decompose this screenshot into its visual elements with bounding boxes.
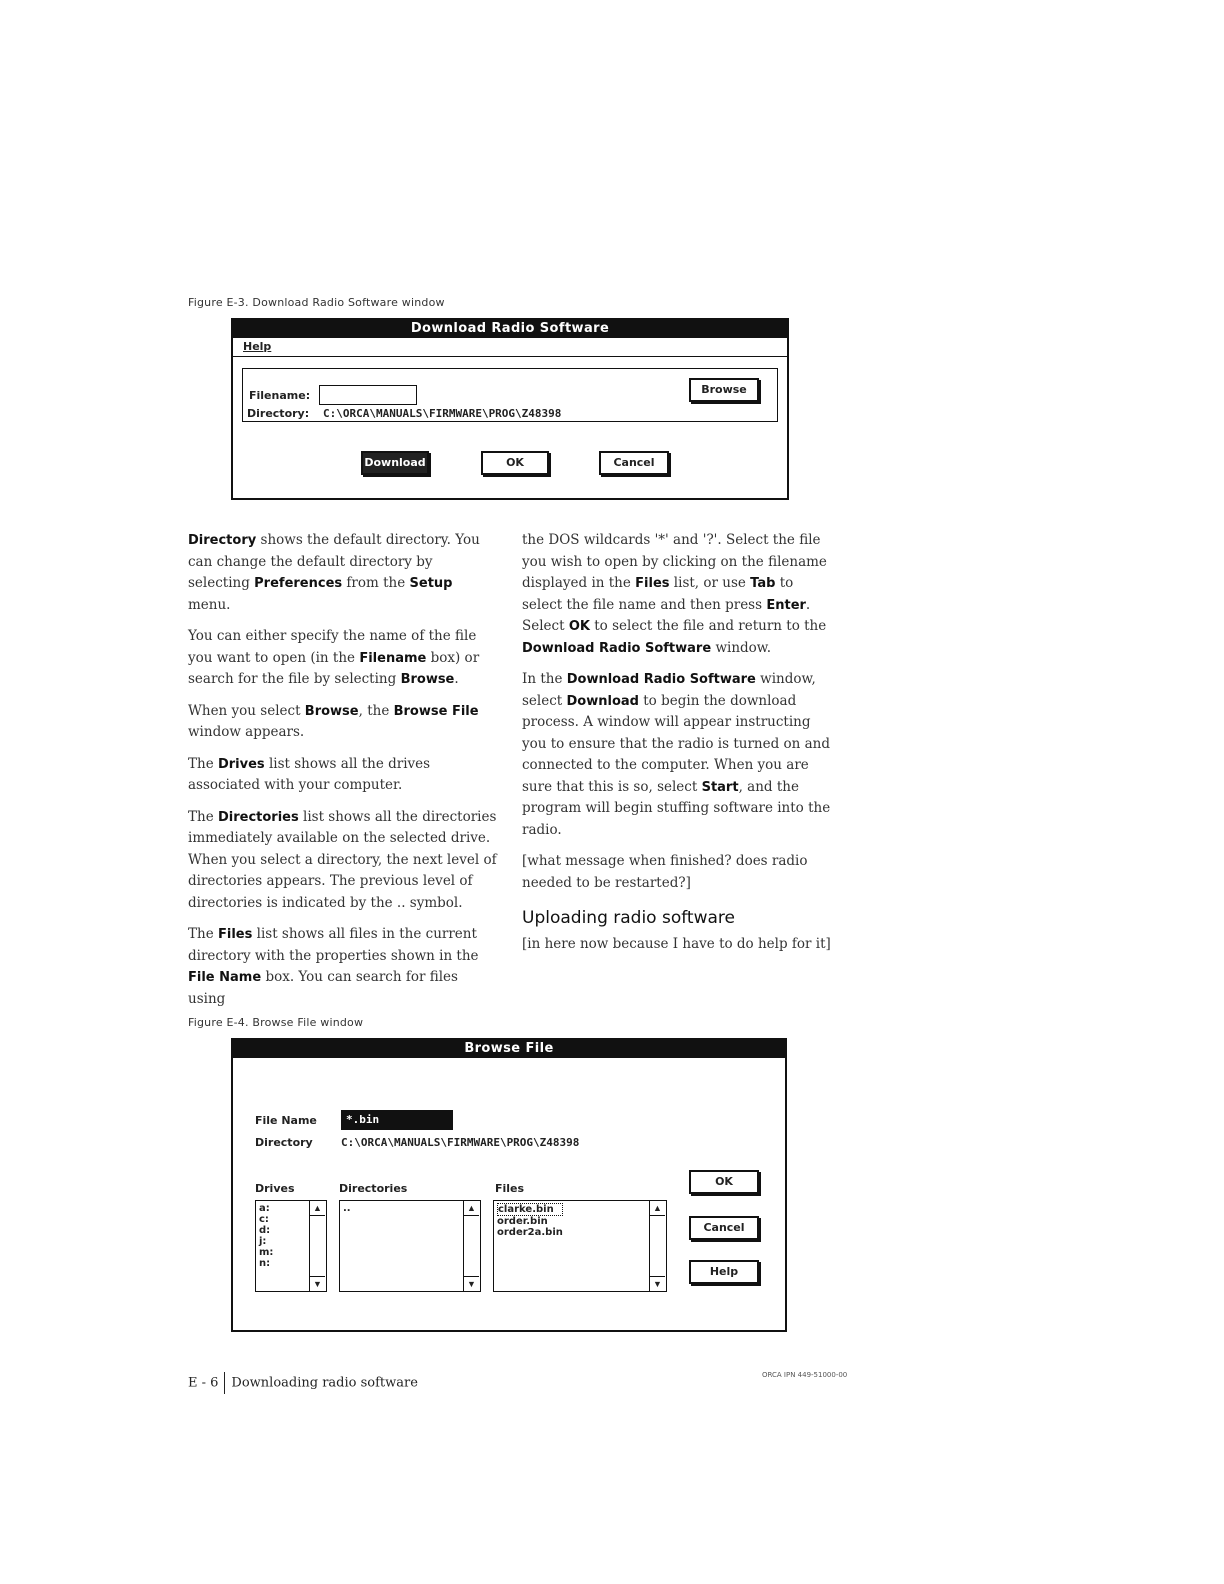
- figure-e3-caption: Figure E-3. Download Radio Software window: [188, 296, 445, 309]
- files-items: [497, 1203, 563, 1238]
- directories-items: [343, 1203, 351, 1214]
- browse-file-window: [231, 1038, 787, 1332]
- window-title: Browse File: [233, 1040, 785, 1058]
- paragraph-download: In the Download Radio Software window, select Download to begin the download process. A window will appear instructing you to ensure that the radio is turned on and connected to the computer. When you are sure that this is so, select Start, and the program will begin stuffing software into the radio.: [522, 671, 831, 838]
- paragraph-wildcards: the DOS wildcards '*' and '?'. Select the file you wish to open by clicking on the filename displayed in the Files list, or use Tab to select the file name and then press Enter. Select OK to select the file and return to the Download Radio Software window.: [522, 532, 827, 656]
- file-item[interactable]: clarke.bin: [497, 1203, 563, 1216]
- footer-section-title: Downloading radio software: [231, 1375, 418, 1391]
- paragraph-uploading-note: [in here now because I have to do help for it]: [522, 935, 831, 952]
- scroll-down-icon[interactable]: ▼: [650, 1276, 665, 1291]
- paragraph-browse: When you select Browse, the Browse File window appears.: [188, 702, 479, 740]
- ok-button[interactable]: OK: [689, 1170, 759, 1194]
- files-label: Files: [495, 1182, 525, 1195]
- paragraph-drives: The Drives list shows all the drives associated with your computer.: [188, 755, 431, 793]
- left-text-column: [188, 530, 498, 1020]
- file-name-label: File Name: [255, 1114, 317, 1127]
- download-button[interactable]: Download: [361, 451, 429, 475]
- window-title: Download Radio Software: [233, 320, 787, 338]
- directories-label: Directories: [339, 1182, 408, 1195]
- drive-item[interactable]: m:: [259, 1247, 274, 1258]
- drive-item[interactable]: n:: [259, 1258, 271, 1269]
- drives-list[interactable]: [255, 1200, 327, 1292]
- directory-label: Directory: [255, 1136, 313, 1149]
- scroll-up-icon[interactable]: ▲: [464, 1201, 479, 1216]
- browse-button[interactable]: Browse: [689, 378, 759, 402]
- menu-help[interactable]: Help: [233, 338, 787, 357]
- page-footer: [188, 1372, 418, 1394]
- drives-scrollbar[interactable]: [309, 1201, 326, 1291]
- scroll-down-icon[interactable]: ▼: [464, 1276, 479, 1291]
- drive-item[interactable]: j:: [259, 1236, 267, 1247]
- cancel-button[interactable]: Cancel: [599, 451, 669, 475]
- directory-item[interactable]: ..: [343, 1203, 351, 1214]
- directories-list[interactable]: [339, 1200, 481, 1292]
- file-item[interactable]: order2a.bin: [497, 1227, 563, 1238]
- directory-label: Directory:: [247, 407, 310, 420]
- scroll-down-icon[interactable]: ▼: [310, 1276, 325, 1291]
- files-list[interactable]: [493, 1200, 667, 1292]
- filename-input[interactable]: [319, 385, 417, 405]
- paragraph-directory: Directory shows the default directory. You can change the default directory by selecting Preferences from the Setup menu.: [188, 532, 480, 613]
- right-text-column: [522, 530, 832, 965]
- paragraph-note: [what message when finished? does radio needed to be restarted?]: [522, 853, 808, 891]
- ok-button[interactable]: OK: [481, 451, 549, 475]
- document-id: ORCA IPN 449-51000-00: [762, 1371, 848, 1379]
- drives-label: Drives: [255, 1182, 295, 1195]
- footer-divider: [224, 1372, 225, 1394]
- scroll-up-icon[interactable]: ▲: [650, 1201, 665, 1216]
- help-button[interactable]: Help: [689, 1260, 759, 1284]
- paragraph-directories: The Directories list shows all the directories immediately available on the selected drive. When you select a directory, the next level of directories appears. The previous level of directories is indicated by the .. symbol.: [188, 808, 497, 911]
- file-item[interactable]: order.bin: [497, 1216, 548, 1227]
- download-radio-software-window: [231, 318, 789, 500]
- cancel-button[interactable]: Cancel: [689, 1216, 759, 1240]
- file-name-input[interactable]: *.bin: [341, 1110, 453, 1130]
- scroll-up-icon[interactable]: ▲: [310, 1201, 325, 1216]
- drive-item[interactable]: a:: [259, 1203, 270, 1214]
- drive-item[interactable]: c:: [259, 1214, 269, 1225]
- figure-e4-caption: Figure E-4. Browse File window: [188, 1016, 364, 1029]
- drive-item[interactable]: d:: [259, 1225, 271, 1236]
- directory-value: C:\ORCA\MANUALS\FIRMWARE\PROG\Z48398: [341, 1136, 580, 1149]
- directory-value: C:\ORCA\MANUALS\FIRMWARE\PROG\Z48398: [323, 407, 562, 420]
- drives-items: [259, 1203, 273, 1269]
- file-selection-group: [242, 368, 778, 422]
- page-number: E - 6: [188, 1375, 219, 1391]
- directories-scrollbar[interactable]: [463, 1201, 480, 1291]
- files-scrollbar[interactable]: [649, 1201, 666, 1291]
- filename-label: Filename:: [249, 389, 311, 402]
- paragraph-filename: You can either specify the name of the file you want to open (in the Filename box) or search for the file by selecting Browse.: [188, 628, 480, 687]
- paragraph-files: The Files list shows all files in the current directory with the properties shown in the File Name box. You can search for files using: [188, 926, 479, 1007]
- section-heading-uploading: Uploading radio software: [522, 908, 735, 928]
